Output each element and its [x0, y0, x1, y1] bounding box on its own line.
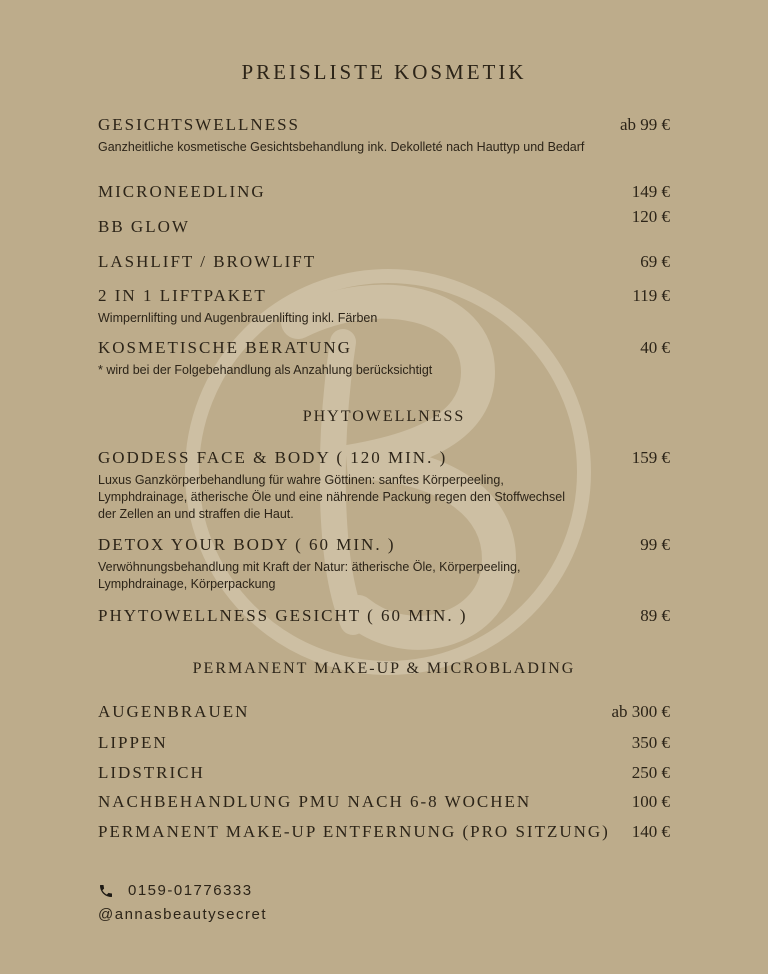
service-price: 140 €	[631, 822, 670, 841]
contact-phone[interactable]	[98, 882, 253, 899]
service-name: BB GLOW	[98, 217, 190, 236]
service-price: 99 €	[640, 535, 670, 554]
service-item	[98, 448, 670, 523]
service-item	[98, 733, 670, 753]
instagram-handle[interactable]: @annasbeautysecret	[98, 906, 267, 923]
service-description: Verwöhnungsbehandlung mit Kraft der Natur: ätherische Öle, Körperpeeling, Lymphdrainage, Körperpackung	[98, 560, 521, 591]
service-item	[98, 115, 670, 156]
service-name: MICRONEEDLING	[98, 182, 266, 201]
service-name: LASHLIFT / BROWLIFT	[98, 252, 317, 271]
page-title: PREISLISTE KOSMETIK	[241, 60, 527, 84]
service-description: Ganzheitliche kosmetische Gesichtsbehandlung ink. Dekolleté nach Hauttyp und Bedarf	[98, 140, 585, 154]
service-price: 250 €	[631, 763, 670, 782]
service-item	[98, 606, 670, 626]
service-price: 350 €	[631, 733, 670, 752]
service-price: 149 €	[631, 182, 670, 201]
service-item	[98, 252, 670, 272]
service-name: 2 IN 1 LIFTPAKET	[98, 286, 267, 305]
service-price: 159 €	[631, 448, 670, 467]
service-description: * wird bei der Folgebehandlung als Anzahlung berücksichtigt	[98, 363, 433, 377]
service-name: AUGENBRAUEN	[98, 702, 250, 721]
service-price: 119 €	[632, 286, 670, 305]
service-price: 89 €	[640, 606, 670, 625]
service-name: LIPPEN	[98, 733, 168, 752]
service-name: GODDESS FACE & BODY ( 120 MIN. )	[98, 448, 448, 467]
service-item	[98, 338, 670, 379]
service-description: Luxus Ganzkörperbehandlung für wahre Göttinen: sanftes Körperpeeling, Lymphdrainage, ätherische Öle und eine nährende Packung regen den Stoffwechsel der Zellen an und straffen die Haut.	[98, 473, 565, 521]
service-description: Wimpernlifting und Augenbrauenlifting inkl. Färben	[98, 311, 378, 325]
service-item	[98, 763, 670, 783]
service-item	[98, 792, 670, 812]
phone-number: 0159-01776333	[128, 882, 253, 899]
service-price: 120 €	[631, 207, 670, 226]
service-price: 69 €	[640, 252, 670, 271]
service-name: PERMANENT MAKE-UP ENTFERNUNG (PRO SITZUNG)	[98, 822, 610, 841]
service-item	[98, 182, 670, 202]
section-title-phytowellness: PHYTOWELLNESS	[302, 408, 466, 425]
service-name: KOSMETISCHE BERATUNG	[98, 338, 352, 357]
service-price: ab 99 €	[619, 115, 670, 134]
service-item	[98, 207, 670, 237]
service-item	[98, 286, 670, 327]
service-price: 40 €	[640, 338, 670, 357]
service-price: 100 €	[631, 792, 670, 811]
service-item	[98, 822, 670, 842]
service-item	[98, 702, 670, 722]
service-name: NACHBEHANDLUNG PMU NACH 6-8 WOCHEN	[98, 792, 532, 811]
service-name: GESICHTSWELLNESS	[98, 115, 300, 134]
service-price: ab 300 €	[611, 702, 670, 721]
service-name: DETOX YOUR BODY ( 60 MIN. )	[98, 535, 396, 554]
service-name: LIDSTRICH	[98, 763, 205, 782]
service-item	[98, 535, 670, 593]
phone-icon	[98, 883, 114, 899]
section-title-pmu: PERMANENT MAKE-UP & MICROBLADING	[192, 660, 576, 677]
service-name: PHYTOWELLNESS GESICHT ( 60 MIN. )	[98, 606, 468, 625]
